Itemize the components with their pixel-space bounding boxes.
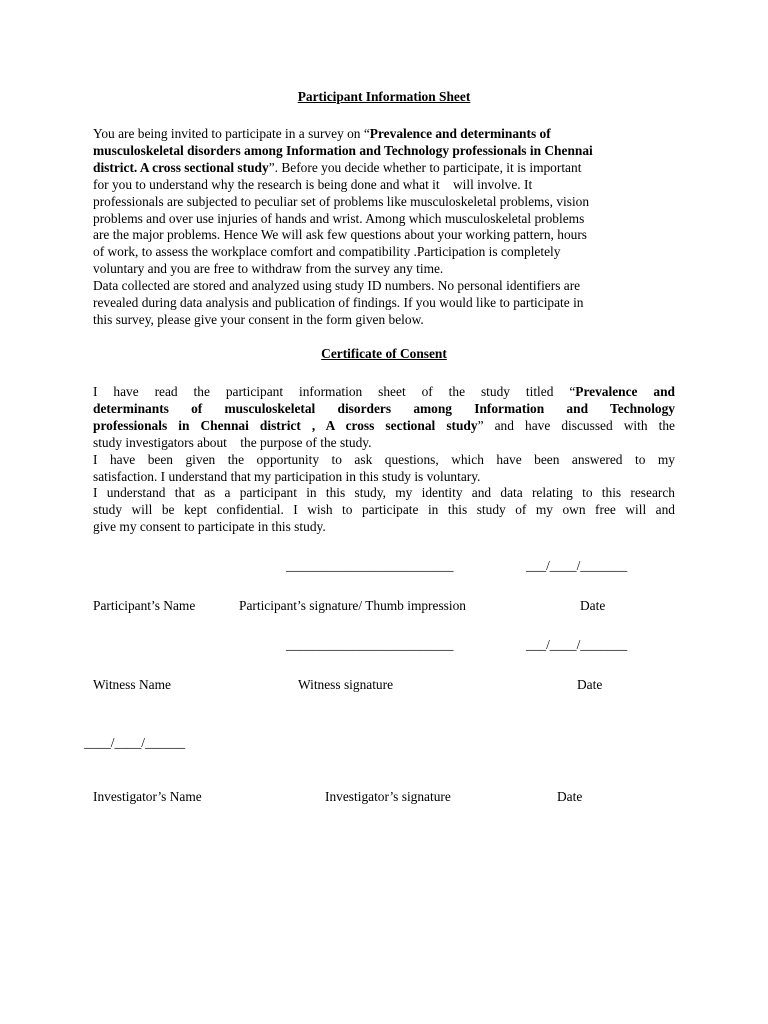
investigator-name-label: Investigator’s Name: [93, 789, 202, 804]
consent-line-7: I understand that as a participant in this study, my identity and data relating to this research: [93, 485, 675, 501]
intro-line: professionals are subjected to peculiar set of problems like musculoskeletal problems, vision: [93, 193, 590, 209]
consent-line-8: study will be kept confidential. I wish to participate in this study of my own free will and: [93, 502, 675, 518]
intro-line: are the major problems. Hence We will ask few questions about your working pattern, hours: [93, 227, 588, 243]
consent-line-1: [93, 384, 675, 401]
intro-line: this survey, please give your consent in the form given below.: [93, 311, 424, 327]
consent-after-title: ” and have discussed with the: [477, 417, 675, 433]
consent-title: Certificate of Consent: [321, 346, 447, 361]
participant-signature-line[interactable]: _________________________: [286, 558, 454, 573]
participant-date-label: Date: [580, 598, 606, 613]
intro-lead-text: You are being invited to participate in a survey on “: [93, 126, 370, 141]
study-title-part-1: Prevalence and determinants of: [369, 126, 551, 141]
intro-after-title: ”. Before you decide whether to participate, it is important: [268, 159, 582, 175]
study-title-part-2: musculoskeletal disorders among Information and Technology professionals in Chennai: [93, 142, 593, 158]
witness-signature-line[interactable]: _________________________: [286, 637, 454, 652]
consent-line-2: [93, 401, 675, 418]
witness-signature-label: Witness signature: [298, 677, 394, 692]
intro-line-1: [93, 126, 668, 143]
intro-line: voluntary and you are free to withdraw from the survey any time.: [93, 261, 444, 277]
intro-line: for you to understand why the research is being done and what it will involve. It: [93, 176, 533, 192]
witness-name-label: Witness Name: [93, 677, 171, 692]
consent-line-5: I have been given the opportunity to ask questions, which have been answered to my: [93, 451, 675, 467]
consent-lead-text: I have read the participant information sheet of the study titled “: [93, 384, 576, 399]
intro-line-3: [93, 160, 668, 177]
intro-paragraph: [93, 126, 668, 329]
consent-study-title-part-2: determinants of musculoskeletal disorders among Information and Technology: [93, 400, 675, 416]
witness-date-label: Date: [577, 677, 603, 692]
intro-line-2: [93, 143, 668, 160]
intro-line: of work, to assess the workplace comfort and compatibility .Participation is completely: [93, 244, 561, 260]
participant-signature-label: Participant’s signature/ Thumb impression: [239, 598, 466, 613]
investigator-signature-label: Investigator’s signature: [325, 789, 451, 804]
consent-study-title-part-1: Prevalence and: [575, 384, 675, 399]
investigator-date-line[interactable]: ____/____/______: [84, 735, 186, 750]
consent-paragraph: [93, 384, 675, 536]
intro-line: Data collected are stored and analyzed using study ID numbers. No personal identifiers are: [93, 278, 581, 294]
consent-line-4: study investigators about the purpose of the study.: [93, 434, 372, 450]
study-title-part-3: district. A cross sectional study: [93, 159, 269, 175]
consent-line-3: [93, 418, 675, 435]
intro-line: revealed during data analysis and publication of findings. If you would like to participate in: [93, 295, 584, 311]
consent-line-6: satisfaction. I understand that my participation in this study is voluntary.: [93, 468, 481, 484]
consent-line-9: give my consent to participate in this study.: [93, 519, 326, 535]
witness-date-line[interactable]: ___/____/_______: [526, 637, 628, 652]
investigator-date-label: Date: [557, 789, 583, 804]
consent-study-title-part-3: professionals in Chennai district , A cross sectional study: [93, 417, 478, 433]
participant-name-label: Participant’s Name: [93, 598, 196, 613]
info-sheet-title: Participant Information Sheet: [297, 89, 471, 104]
intro-line: problems and over use injuries of hands and wrist. Among which musculoskeletal problems: [93, 210, 585, 226]
participant-date-line[interactable]: ___/____/_______: [526, 558, 628, 573]
